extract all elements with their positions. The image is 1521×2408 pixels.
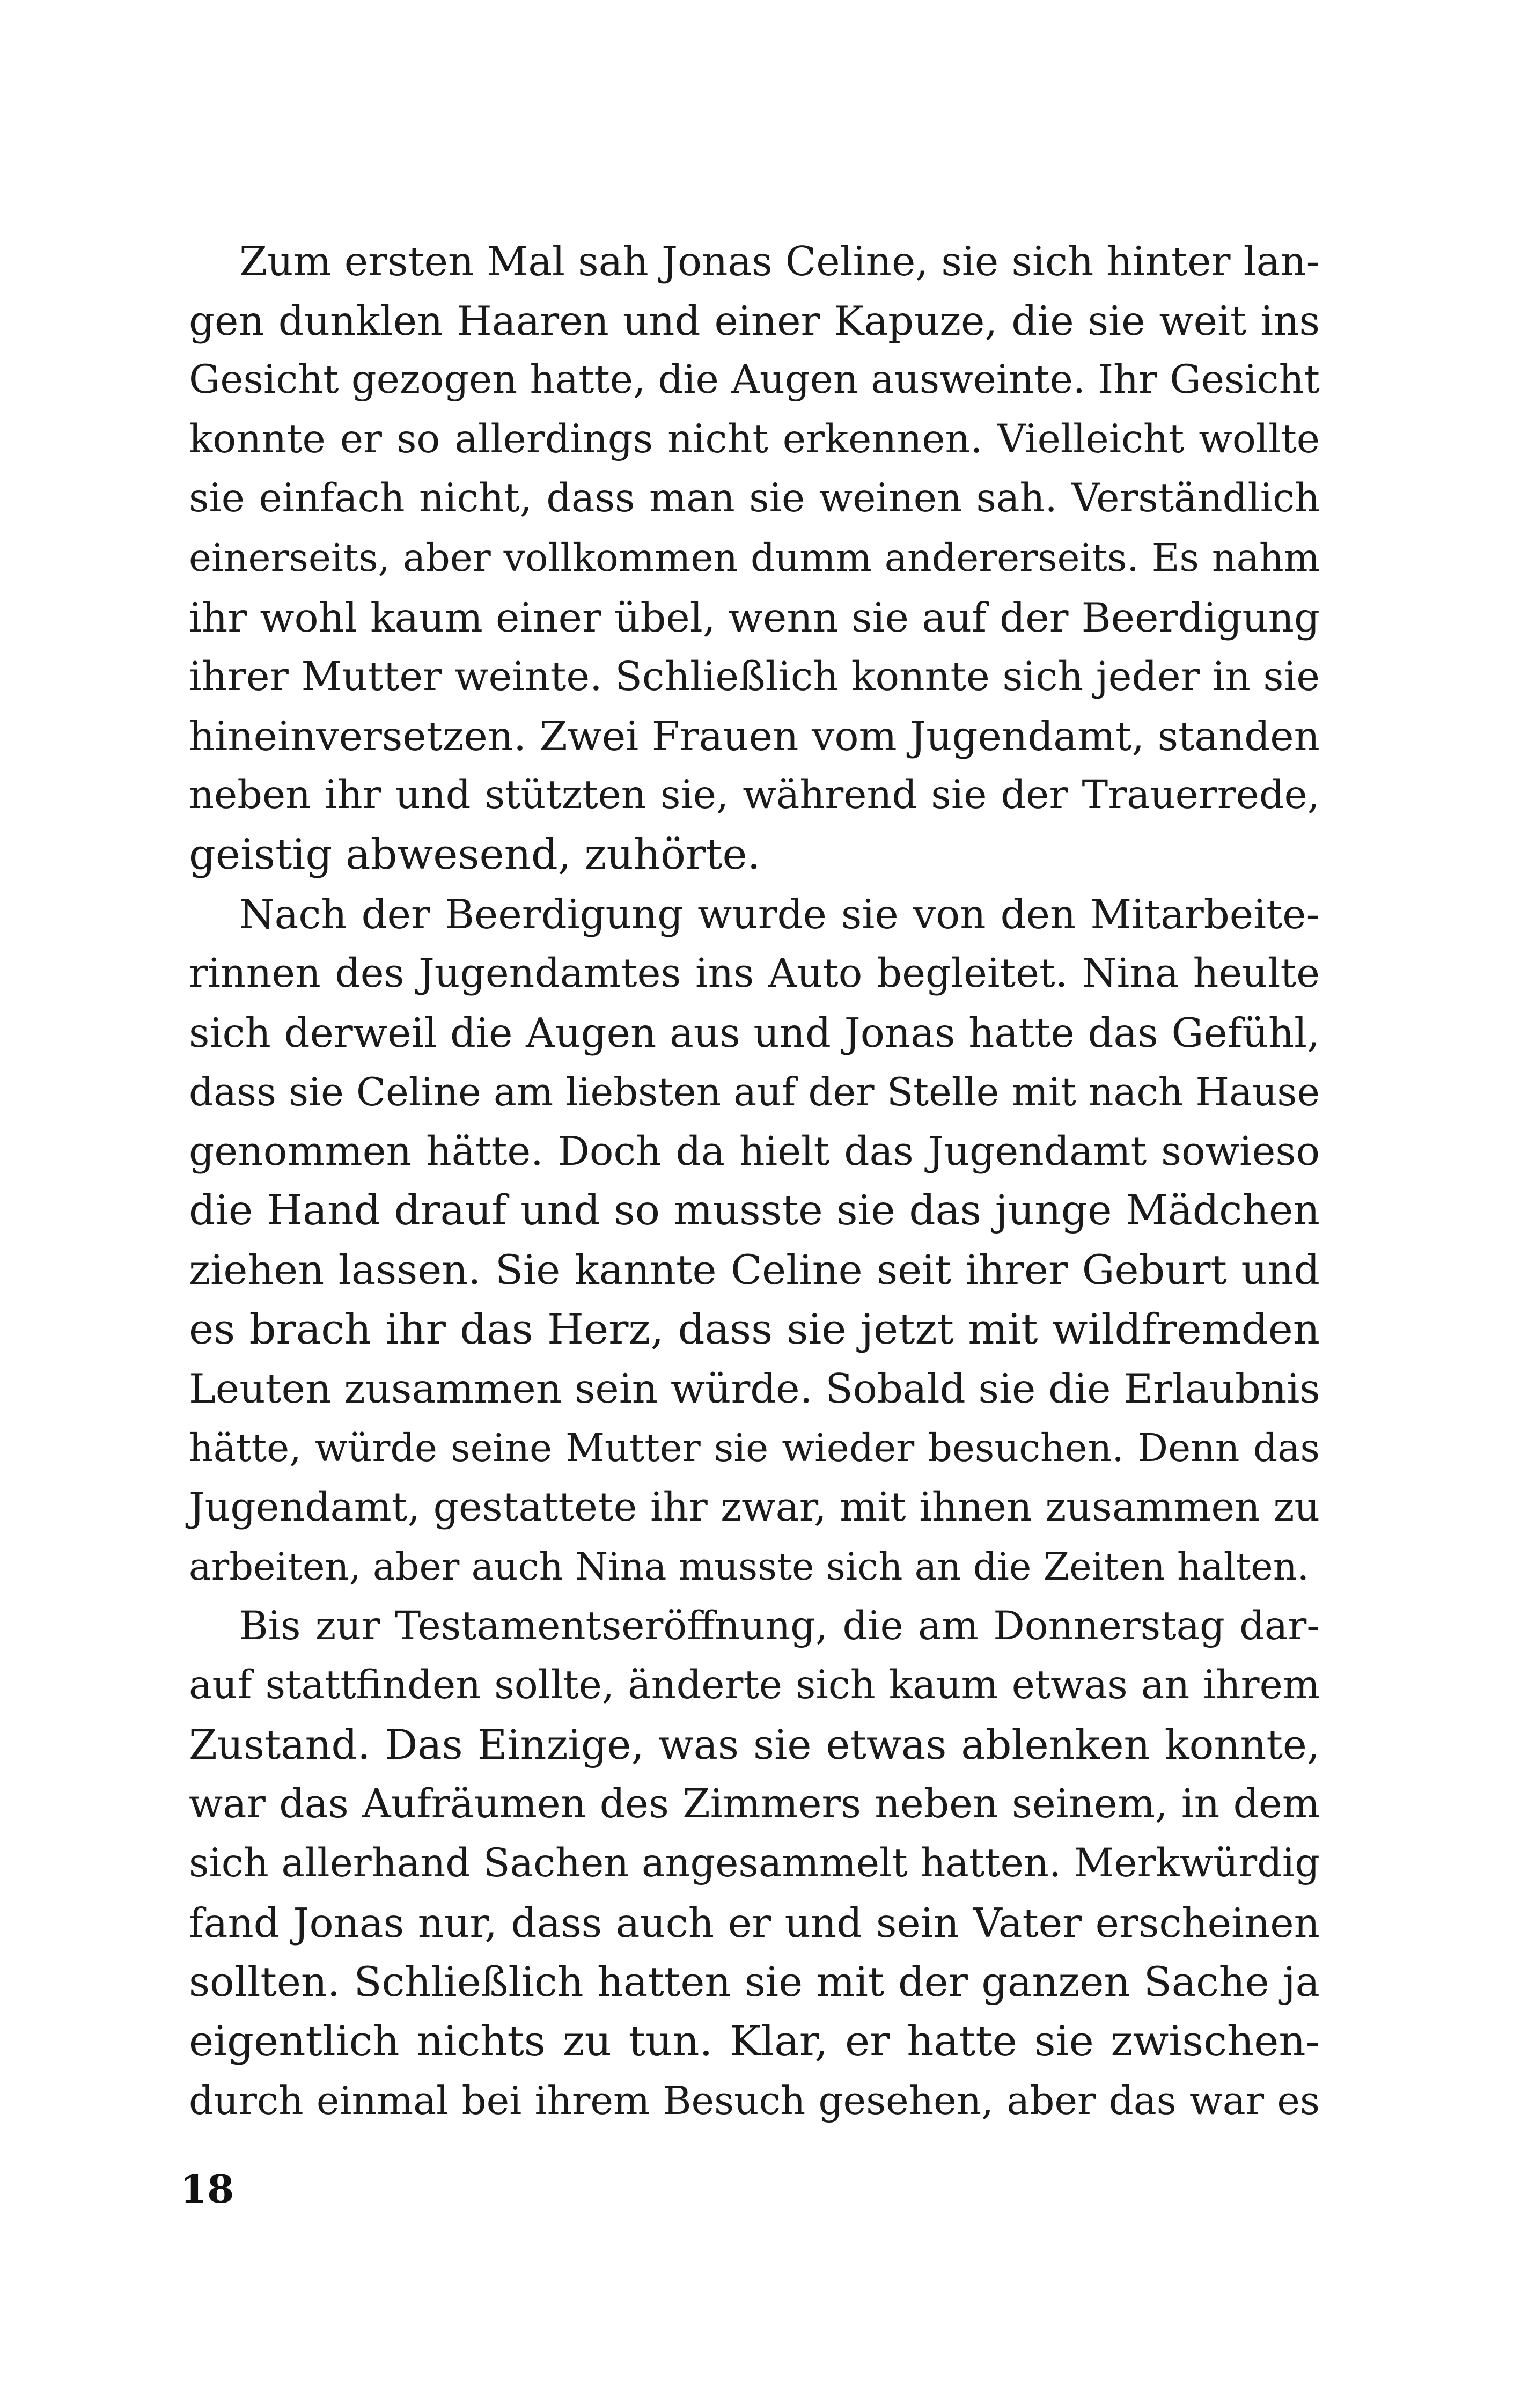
body-text	[189, 232, 1320, 2131]
text-line: ihr wohl kaum einer übel, wenn sie auf der Beerdigung	[189, 593, 1320, 641]
text-line: auf stattfinden sollte, änderte sich kaum etwas an ihrem	[189, 1662, 1320, 1708]
text-line: ziehen lassen. Sie kannte Celine seit ihrer Geburt und	[189, 1246, 1320, 1294]
page-number: 18	[180, 2166, 234, 2212]
text-line: einerseits, aber vollkommen dumm andererseits. Es nahm	[189, 535, 1320, 580]
text-line: war das Aufräumen des Zimmers neben seinem, in dem	[189, 1781, 1320, 1827]
text-line: durch einmal bei ihrem Besuch gesehen, aber das war es	[189, 2078, 1320, 2124]
text-line: Gesicht gezogen hatte, die Augen ausweinte. Ihr Gesicht	[189, 357, 1320, 403]
text-line: Zustand. Das Einzige, was sie etwas ablenken konnte,	[189, 1720, 1320, 1768]
text-line: die Hand drauf und so musste sie das junge Mädchen	[189, 1186, 1320, 1235]
text-line: geistig abwesend, zuhörte.	[189, 830, 761, 879]
text-line: fand Jonas nur, dass auch er und sein Vater erscheinen	[189, 1899, 1320, 1947]
text-line: sie einfach nicht, dass man sie weinen sah. Verständlich	[189, 475, 1320, 522]
text-line: sich allerhand Sachen angesammelt hatten. Merkwürdig	[189, 1840, 1320, 1886]
text-line: konnte er so allerdings nicht erkennen. Vielleicht wollte	[189, 416, 1320, 462]
text-line: Leuten zusammen sein würde. Sobald sie die Erlaubnis	[189, 1365, 1320, 1413]
text-line: Zum ersten Mal sah Jonas Celine, sie sich hinter lan-	[239, 238, 1320, 285]
text-line: eigentlich nichts zu tun. Klar, er hatte sie zwischen-	[189, 2017, 1320, 2066]
text-line: genommen hätte. Doch da hielt das Jugendamt sowieso	[189, 1128, 1320, 1174]
text-line: Jugendamt, gestattete ihr zwar, mit ihnen zusammen zu	[189, 1484, 1320, 1531]
text-line: sich derweil die Augen aus und Jonas hatte das Gefühl,	[189, 1009, 1320, 1056]
text-line: hätte, würde seine Mutter sie wieder besuchen. Denn das	[189, 1425, 1320, 1470]
text-line: dass sie Celine am liebsten auf der Stelle mit nach Hause	[189, 1069, 1320, 1115]
text-line: Bis zur Testamentseröffnung, die am Donnerstag dar-	[239, 1603, 1320, 1649]
text-line: es brach ihr das Herz, dass sie jetzt mit wildfremden	[189, 1305, 1320, 1354]
text-line: rinnen des Jugendamtes ins Auto begleitet. Nina heulte	[189, 950, 1320, 997]
text-line: sollten. Schließlich hatten sie mit der ganzen Sache ja	[189, 1958, 1320, 2006]
text-line: arbeiten, aber auch Nina musste sich an die Zeiten halten.	[189, 1545, 1310, 1589]
text-line: gen dunklen Haaren und einer Kapuze, die sie weit ins	[189, 297, 1320, 344]
text-line: neben ihr und stützten sie, während sie der Trauerrede,	[189, 772, 1320, 818]
text-line: hineinversetzen. Zwei Frauen vom Jugendamt, standen	[189, 712, 1320, 760]
text-line: ihrer Mutter weinte. Schließlich konnte sich jeder in sie	[189, 654, 1320, 700]
text-line: Nach der Beerdigung wurde sie von den Mitarbeite-	[239, 890, 1320, 938]
